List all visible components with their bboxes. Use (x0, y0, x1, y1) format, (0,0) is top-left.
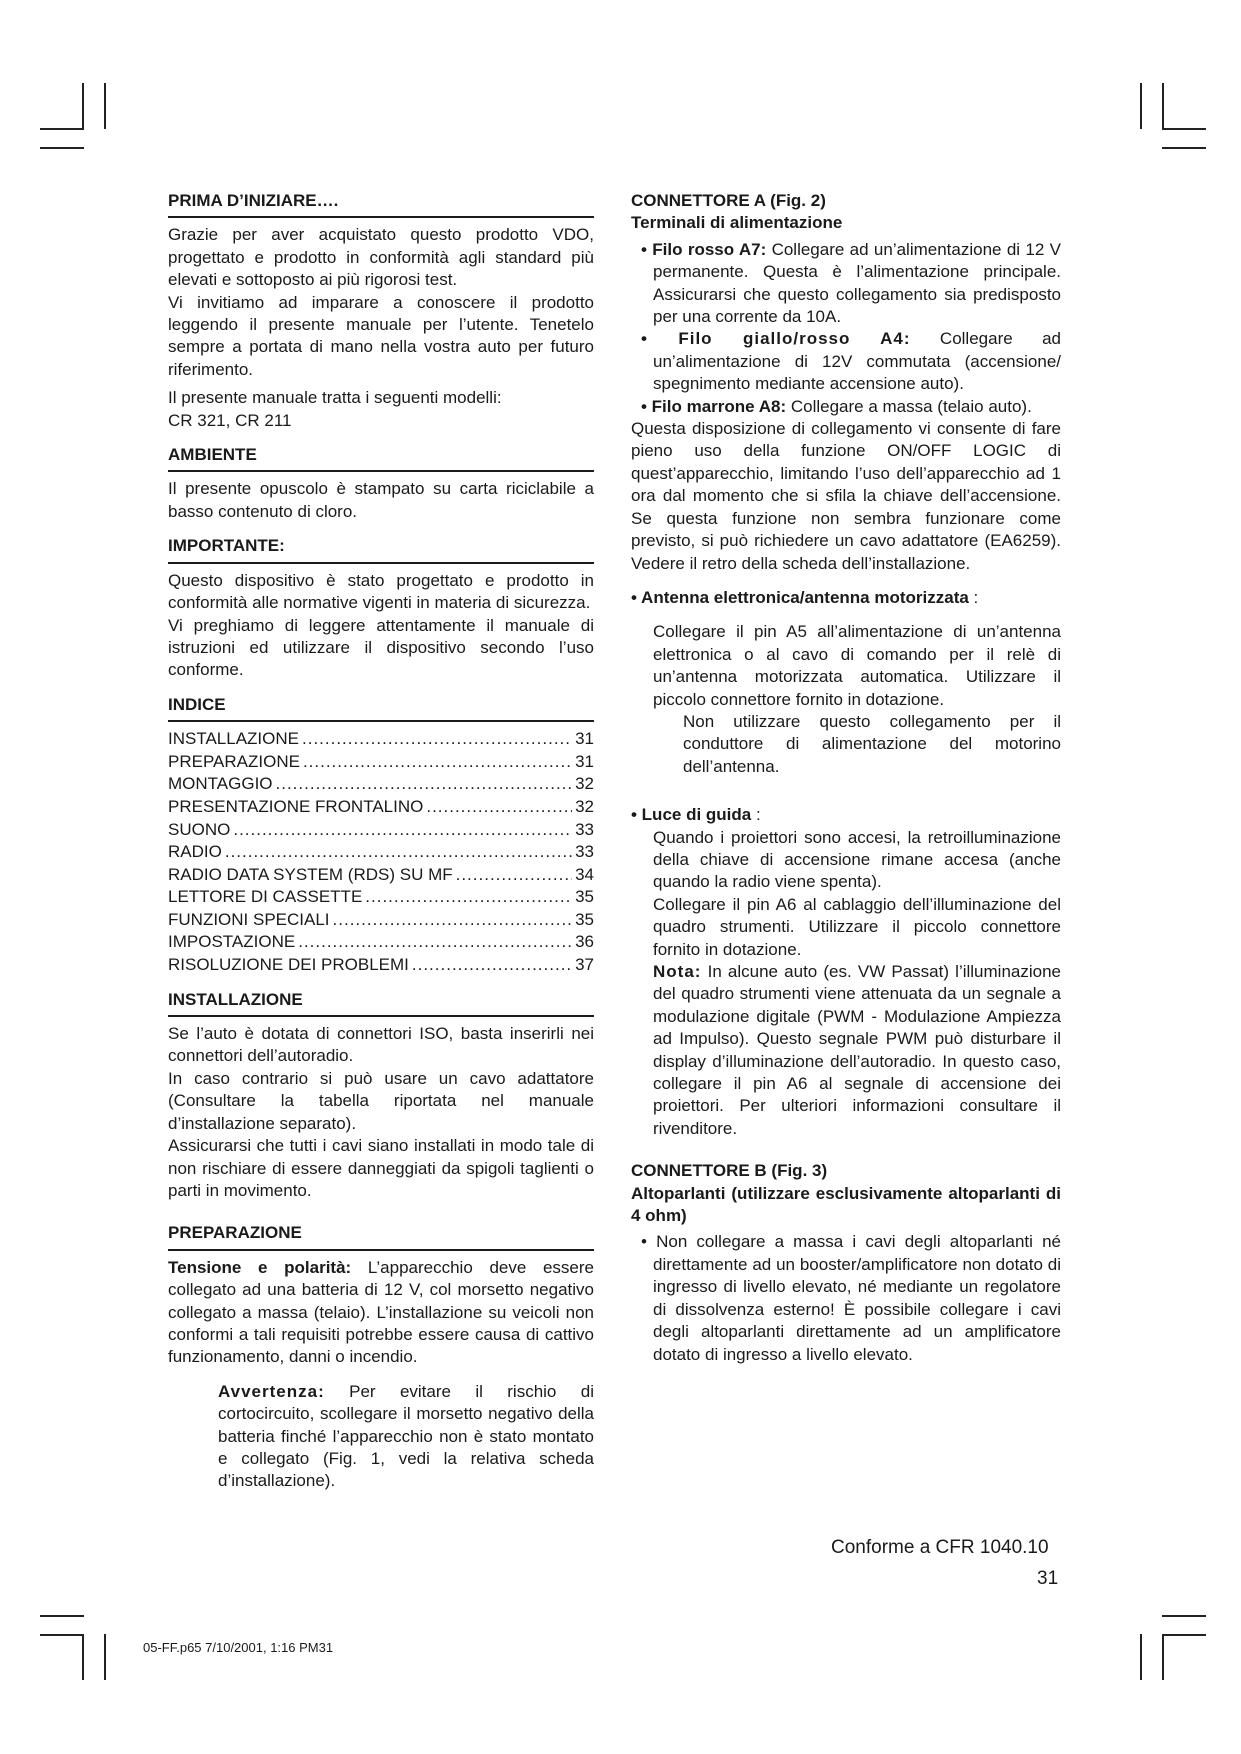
bullet-item: • Non collegare a massa i cavi degli altoparlanti né direttamente ad un booster/amplificatore non dotato di ingresso di livello elevato, né mediante un regolatore di dissolvenza esterno! È possibile collegare i cavi degli altoparlanti direttamente ad un amplificatore dotato di ingresso a livello elevato. (641, 1232, 1061, 1364)
toc-entry: FUNZIONI SPECIALI ..... 35 (168, 909, 594, 932)
compliance-note: Conforme a CFR 1040.10 (831, 1537, 1049, 1558)
paragraph: Il presente manuale tratta i seguenti modelli: (168, 388, 502, 408)
right-column (631, 190, 1061, 1366)
paragraph: Quando i proiettori sono accesi, la retroilluminazione della chiave di accensione rimane accesa (anche quando la radio viene spenta). (653, 827, 1061, 892)
toc-entry: LETTORE DI CASSETTE ..... 35 (168, 886, 594, 909)
section-title-ambiente: AMBIENTE (168, 444, 594, 472)
bullet-item: • Filo rosso A7: Collegare ad un’alimentazione di 12 V permanente. Questa è l’alimentazione principale. Assicurarsi che questo collegamento sia predisposto per una corrente da 10A. (641, 239, 1061, 327)
paragraph: Assicurarsi che tutti i cavi siano installati in modo tale di non rischiare di essere danneggiati da spigoli taglienti o parti in movimento. (168, 1136, 594, 1200)
bullet-heading-antenna: • Antenna elettronica/antenna motorizzata : (631, 587, 979, 607)
crop-mark (40, 128, 84, 130)
paragraph: Non utilizzare questo collegamento per il conduttore di alimentazione del motorino dell’antenna. (683, 711, 1061, 776)
paragraph: Grazie per aver acquistato questo prodotto VDO, progettato e prodotto in conformità agli standard più elevati e sottoposto ai più rigorosi test. (168, 225, 594, 290)
crop-mark (1162, 128, 1206, 130)
bullet-heading-luce: • Luce di guida : (631, 805, 761, 825)
section-title-prima: PRIMA D’INIZIARE…. (168, 190, 594, 218)
toc-entry: PRESENTAZIONE FRONTALINO ..... 32 (168, 796, 594, 819)
section-title-connettore-b: CONNETTORE B (Fig. 3) (631, 1161, 828, 1181)
paragraph: Il presente opuscolo è stampato su carta riciclabile a basso contenuto di cloro. (168, 479, 594, 521)
warning-paragraph: Avvertenza: Per evitare il rischio di cortocircuito, scollegare il morsetto negativo della batteria finché l’apparecchio non è stato montato e collegato (Fig. 1, vedi la relativa scheda d’installazione). (218, 1381, 594, 1491)
crop-mark (82, 1634, 84, 1680)
toc-entry: IMPOSTAZIONE ..... 36 (168, 931, 594, 954)
section-title-connettore-a: CONNETTORE A (Fig. 2) (631, 191, 826, 210)
file-info: 05-FF.p65 7/10/2001, 1:16 PM31 (143, 1640, 334, 1655)
crop-mark (1162, 147, 1206, 149)
models-line: CR 321, CR 211 (168, 410, 292, 430)
crop-mark (104, 1634, 106, 1680)
page-number: 31 (1037, 1568, 1059, 1589)
left-column (168, 190, 594, 1493)
crop-mark (1140, 1634, 1142, 1680)
table-of-contents (168, 728, 594, 977)
paragraph: Vi invitiamo ad imparare a conoscere il prodotto leggendo il presente manuale per l’utente. Tenetelo sempre a portata di mano nella vostra auto per futuro riferimento. (168, 292, 594, 379)
toc-entry: RADIO DATA SYSTEM (RDS) SU MF ..... 34 (168, 864, 594, 887)
paragraph: Vi preghiamo di leggere attentamente il manuale di istruzioni ed utilizzare il dispositivo secondo l’uso conforme. (168, 615, 594, 680)
subtitle-terminali: Terminali di alimentazione (631, 213, 843, 233)
subtitle-altoparlanti: Altoparlanti (utilizzare esclusivamente altoparlanti di 4 ohm) (631, 1183, 1061, 1226)
crop-mark (1140, 83, 1142, 129)
toc-entry: RADIO ..... 33 (168, 841, 594, 864)
paragraph: Questa disposizione di collegamento vi consente di fare pieno uso della funzione ON/OFF LOGIC di quest’apparecchio, limitando l’uso dell’apparecchio ad 1 ora dal momento che si sfila la chiave dell’accensione. Se questa funzione non sembra funzionare come previsto, si può richiedere un cavo adattatore (EA6259). Vedere il retro della scheda dell’installazione. (631, 419, 1061, 573)
toc-entry: RISOLUZIONE DEI PROBLEMI ..... 37 (168, 954, 594, 977)
paragraph: Questo dispositivo è stato progettato e prodotto in conformità alle normative vigenti in materia di sicurezza. (168, 570, 594, 613)
toc-entry: INSTALLAZIONE ..... 31 (168, 728, 594, 751)
paragraph: Se l’auto è dotata di connettori ISO, basta inserirli nei connettori dell’autoradio. (168, 1024, 594, 1066)
toc-entry: PREPARAZIONE ..... 31 (168, 751, 594, 774)
crop-mark (1162, 1634, 1206, 1636)
section-title-preparazione: PREPARAZIONE (168, 1222, 594, 1250)
crop-mark (1162, 1615, 1206, 1617)
toc-entry: MONTAGGIO ..... 32 (168, 773, 594, 796)
crop-mark (40, 147, 84, 149)
section-title-installazione: INSTALLAZIONE (168, 989, 594, 1017)
paragraph: Collegare il pin A6 al cablaggio dell’illuminazione del quadro strumenti. Utilizzare il piccolo connettore fornito in dotazione. (653, 894, 1061, 959)
crop-mark (82, 83, 84, 129)
crop-mark (1162, 83, 1164, 129)
crop-mark (104, 83, 106, 129)
section-title-importante: IMPORTANTE: (168, 535, 594, 563)
note-paragraph: Nota: In alcune auto (es. VW Passat) l’illuminazione del quadro strumenti viene attenuata da un segnale a modulazione digitale (PWM - Modulazione Ampiezza ad Impulso). Questo segnale PWM può disturbare il display d’illuminazione dell’autoradio. In questo caso, collegare il pin A6 al segnale di accensione dei proiettori. Per ulteriori informazioni consultare il rivenditore. (653, 962, 1061, 1138)
bullet-item: • Filo giallo/rosso A4: Collegare ad un’alimentazione di 12V commutata (accensione/ spegnimento mediante accensione auto). (641, 329, 1061, 394)
bullet-item: • Filo marrone A8: Collegare a massa (telaio auto). (641, 396, 1032, 416)
crop-mark (1162, 1634, 1164, 1680)
paragraph: Tensione e polarità: L’apparecchio deve essere collegato ad una batteria di 12 V, col morsetto negativo collegato a massa (telaio). L’installazione su veicoli non conformi a tali requisiti potrebbe essere causa di cattivo funzionamento, danni o incendio. (168, 1257, 594, 1367)
paragraph: In caso contrario si può usare un cavo adattatore (Consultare la tabella riportata nel manuale d’installazione separato). (168, 1068, 594, 1133)
crop-mark (40, 1615, 84, 1617)
paragraph: Collegare il pin A5 all’alimentazione di un’antenna elettronica o al cavo di comando per il relè di un’antenna motorizzata automatica. Utilizzare il piccolo connettore fornito in dotazione. (653, 622, 1061, 709)
crop-mark (40, 1634, 84, 1636)
toc-entry: SUONO ..... 33 (168, 819, 594, 842)
section-title-indice: INDICE (168, 694, 594, 722)
